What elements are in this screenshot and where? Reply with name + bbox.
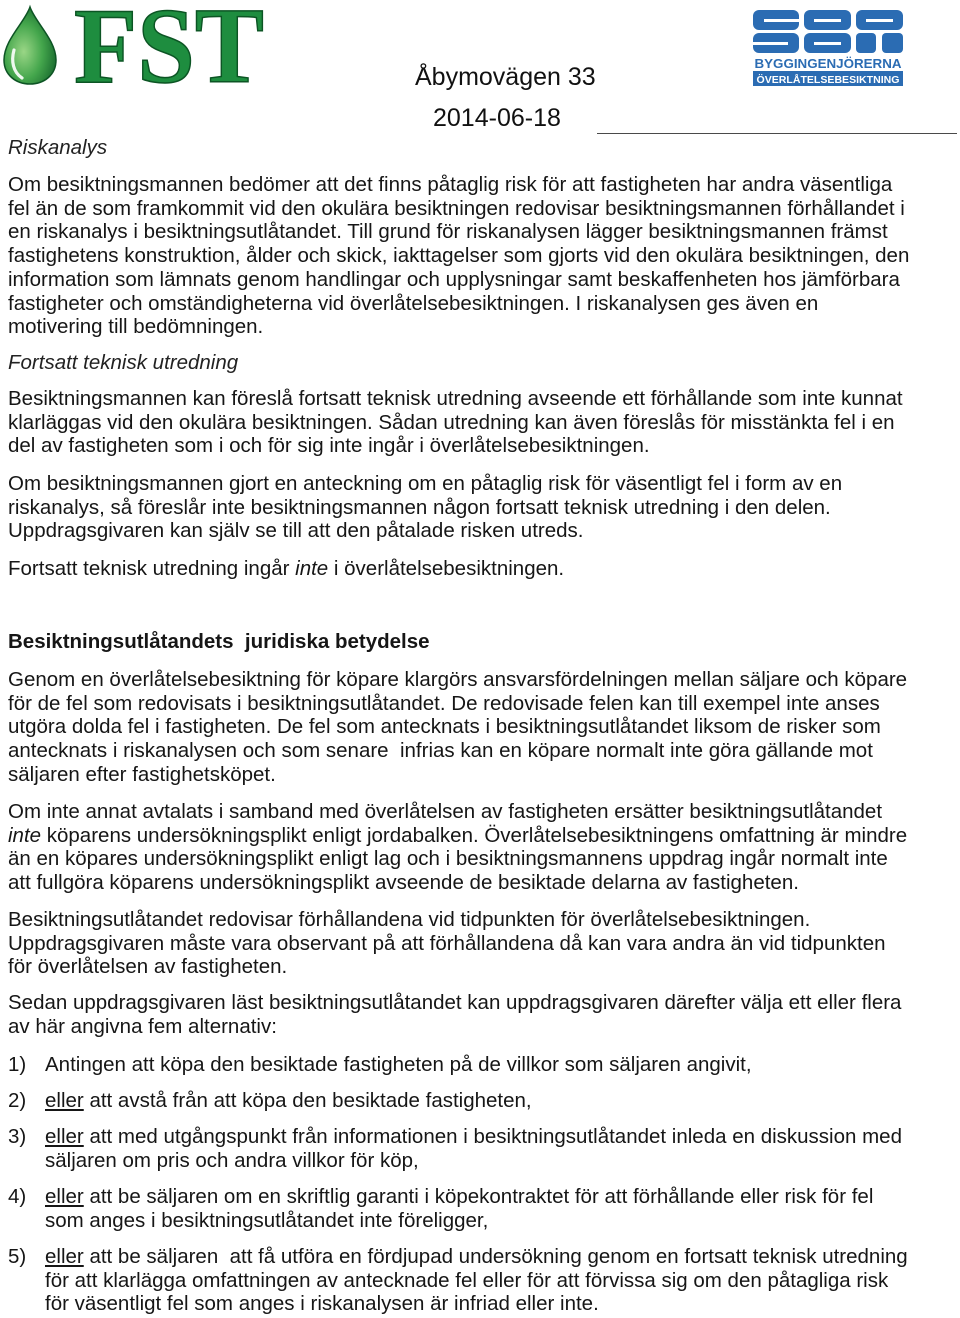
paragraph-line: än en köpares undersökningsplikt enligt lag och i besiktningsmannens uppdrag ingår normalt inte xyxy=(8,847,888,871)
paragraph-line: fel än de som framkommit vid den okulära besiktningen redovisar besiktningsmannen förhållandet i xyxy=(8,196,905,220)
text-run: i överlåtelsebesiktningen. xyxy=(328,557,565,580)
list-item-line: för väsentligt fel som anges i riskanalysen är infriad eller inte. xyxy=(45,1292,599,1316)
list-item-line xyxy=(45,1089,532,1113)
list-marker: 1) xyxy=(8,1053,27,1076)
list-item xyxy=(8,1089,532,1113)
paragraph-line: för de fel som redovisats i besiktningsutlåtandet. De redovisade felen kan till exempel inte anses xyxy=(8,691,880,715)
list-item-line xyxy=(45,1125,902,1149)
fst-logo-text: FST xyxy=(74,0,264,92)
paragraph-line: att fullgöra köparens undersökningsplikt avseende de besiktade delarna av fastigheten. xyxy=(8,871,799,895)
list-item xyxy=(8,1053,752,1077)
paragraph-line: Besiktningsmannen kan föreslå fortsatt teknisk utredning avseende ett förhållande som inte kunnat xyxy=(8,387,903,410)
document-date: 2014-06-18 xyxy=(433,104,561,132)
list-marker: 2) xyxy=(8,1089,27,1112)
paragraph-line: klarläggas vid den okulära besiktningen. Sådan utredning kan även föreslås för misstänkta fel i en xyxy=(8,410,895,434)
paragraph xyxy=(8,557,564,581)
list-item-line xyxy=(45,1245,908,1269)
text-run: att be säljaren om en skriftlig garanti i köpekontraktet för att förhållande eller risk för fel xyxy=(83,1185,874,1208)
paragraph-line: Genom en överlåtelsebesiktning för köpare klargörs ansvarsfördelningen mellan säljare och köpare xyxy=(8,668,908,691)
underlined-lead-word: eller xyxy=(45,1125,84,1148)
list-item-body xyxy=(45,1185,873,1232)
section-heading-juridisk-betydelse xyxy=(8,630,430,654)
text-run: att med utgångspunkt från informationen i besiktningsutlåtandet inleda en diskussion med xyxy=(83,1125,902,1148)
list-item-line: som anges i besiktningsutlåtandet inte föreligger, xyxy=(45,1208,489,1232)
text-run: att be säljaren att få utföra en fördjupad undersökning genom en fortsatt teknisk utredning xyxy=(83,1245,908,1268)
emphasis-text: inte xyxy=(295,557,329,580)
paragraph-line: säljaren efter fastighetsköpet. xyxy=(8,762,276,786)
paragraph xyxy=(8,472,842,543)
list-item-line: för att klarlägga omfattningen av antecknade fel eller för att förvissa sig om den påtagliga risk xyxy=(45,1268,889,1292)
paragraph-line: utgöra dolda fel i fastigheten. De fel som antecknats i besiktningsutlåtandet liksom de risker som xyxy=(8,715,881,739)
paragraph xyxy=(8,387,903,458)
paragraph-line: Om besiktningsmannen bedömer att det finns påtaglig risk för att fastigheten har andra väsentliga xyxy=(8,173,893,196)
list-item-line: säljaren om pris och andra villkor för köp, xyxy=(45,1148,419,1172)
paragraph-line: Uppdragsgivaren måste vara observant på att förhållandena då kan vara andra än vid tidpunkten xyxy=(8,931,886,955)
paragraph-line: av här angivna fem alternativ: xyxy=(8,1014,277,1038)
paragraph-line: för överlåtelsen av fastigheten. xyxy=(8,955,288,979)
fst-logo xyxy=(0,0,272,92)
paragraph-line: Besiktningsutlåtandet redovisar förhållandena vid tidpunkten för överlåtelsebesiktningen. xyxy=(8,908,811,931)
water-drop-icon xyxy=(4,7,56,84)
paragraph-line: riskanalys, så föreslår inte besiktningsmannen någon fortsatt teknisk utredning i den delen. xyxy=(8,495,831,519)
sbr-logo-line2: ÖVERLÅTELSEBESIKTNING xyxy=(756,74,899,86)
list-item-line: Antingen att köpa den besiktade fastigheten på de villkor som säljaren angivit, xyxy=(45,1053,752,1076)
list-item xyxy=(8,1245,908,1316)
sbr-logo-line1: BYGGINGENJÖRERNA xyxy=(754,56,903,71)
paragraph xyxy=(8,800,907,895)
list-item-body xyxy=(45,1125,902,1172)
list-item xyxy=(8,1185,873,1232)
header-divider xyxy=(597,133,957,134)
paragraph-line: Om inte annat avtalats i samband med överlåtelsen av fastigheten ersätter besiktningsutlåtandet xyxy=(8,800,883,823)
paragraph-line: motivering till bedömningen. xyxy=(8,315,264,339)
underlined-lead-word: eller xyxy=(45,1089,84,1112)
list-item-line xyxy=(45,1185,873,1209)
paragraph-line: Uppdragsgivaren kan själv se till att den påtalade risken utreds. xyxy=(8,519,584,543)
list-item-body xyxy=(45,1245,908,1316)
paragraph-line: information som lämnats genom handlingar och upplysningar samt beskaffenheten hos jämförbara xyxy=(8,267,900,291)
paragraph-line: en riskanalys i besiktningsutlåtandet. Till grund för riskanalysen lägger besiktningsmannen främst xyxy=(8,220,888,244)
text-run: köparens undersökningsplikt enligt jordabalken. Överlåtelsebesiktningens omfattning är mindre xyxy=(41,823,908,847)
list-marker: 4) xyxy=(8,1185,27,1208)
section-heading-riskanalys: Riskanalys xyxy=(8,136,108,159)
underlined-lead-word: eller xyxy=(45,1185,84,1208)
emphasis-text: inte xyxy=(8,823,42,847)
text-run: att avstå från att köpa den besiktade fastigheten, xyxy=(83,1089,532,1112)
paragraph-line: fastigheter och omständigheterna vid överlåtelsebesiktningen. I riskanalysen ges även en xyxy=(8,291,819,315)
text-run: Fortsatt teknisk utredning ingår xyxy=(8,557,296,580)
list-item-body xyxy=(45,1089,532,1113)
list-item xyxy=(8,1125,902,1172)
paragraph xyxy=(8,991,901,1038)
paragraph xyxy=(8,668,907,787)
list-item-body xyxy=(45,1053,752,1077)
paragraph-riskanalys xyxy=(8,173,909,339)
list-marker: 3) xyxy=(8,1125,27,1148)
paragraph-line: antecknats i riskanalysen och som senare infrias kan en köpare normalt inte göra gällande mot xyxy=(8,739,873,763)
sbr-block-letters-icon xyxy=(753,10,903,53)
heading-text: Besiktningsutlåtandets juridiska betydelse xyxy=(8,630,430,653)
paragraph xyxy=(8,908,886,979)
paragraph-line: Om besiktningsmannen gjort en anteckning om en påtaglig risk för väsentligt fel i form av en xyxy=(8,472,843,495)
paragraph-line xyxy=(8,824,907,848)
paragraph-line: Sedan uppdragsgivaren läst besiktningsutlåtandet kan uppdragsgivaren därefter välja ett eller flera xyxy=(8,991,902,1014)
paragraph-line: del av fastigheten som i och för sig inte ingår i överlåtelsebesiktningen. xyxy=(8,434,650,458)
underlined-lead-word: eller xyxy=(45,1245,84,1268)
property-address: Åbymovägen 33 xyxy=(415,63,596,91)
paragraph-line: fastighetens konstruktion, ålder och skick, iakttagelser som gjorts vid den okulära besiktningen, den xyxy=(8,244,910,268)
section-heading-fortsatt-teknisk-utredning: Fortsatt teknisk utredning xyxy=(8,351,239,374)
sbr-logo xyxy=(750,6,906,90)
paragraph-line xyxy=(8,557,564,581)
list-marker: 5) xyxy=(8,1245,27,1268)
